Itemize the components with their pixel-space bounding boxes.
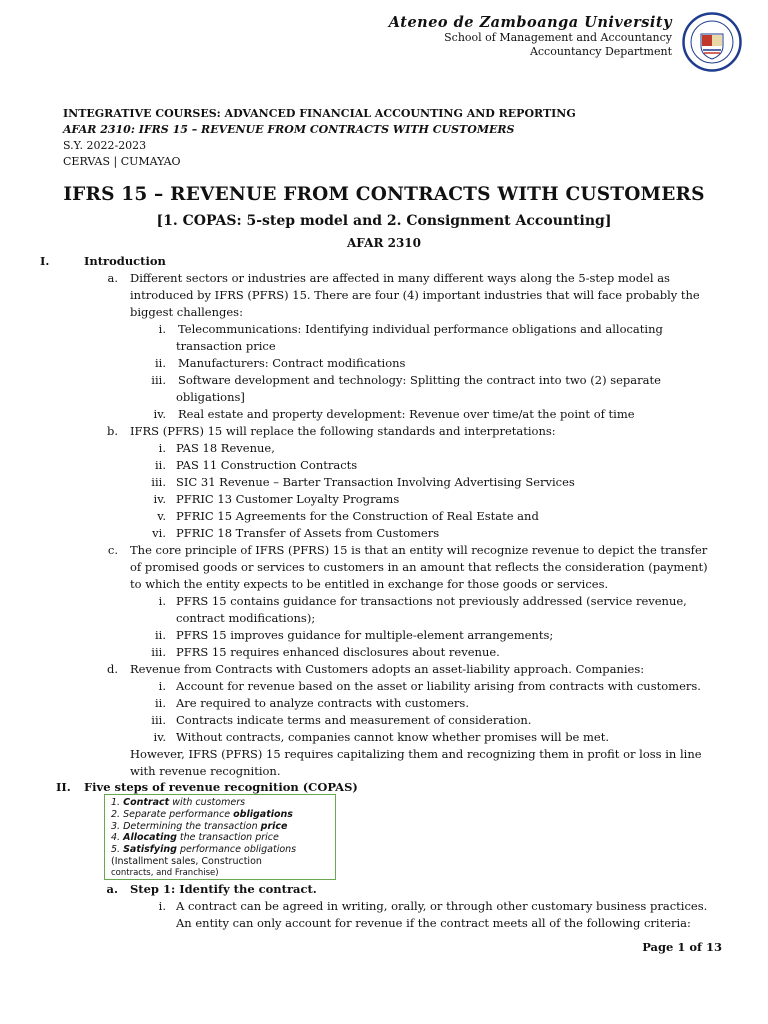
subitem-line: contract modifications); — [176, 611, 316, 625]
subitem-line: Real estate and property development: Revenue over time/at the point of time — [178, 407, 635, 421]
authors: CERVAS | CUMAYAO — [63, 155, 181, 168]
subitem-line: PFRS 15 requires enhanced disclosures about revenue. — [176, 645, 500, 659]
subitem-line: PAS 11 Construction Contracts — [176, 458, 358, 472]
subitem-marker: iv. — [153, 492, 166, 506]
department-name: Accountancy Department — [529, 45, 672, 58]
subitem-marker: iv. — [153, 730, 166, 744]
paragraph-line: introduced by IFRS (PFRS) 15. There are four (4) important industries that will face probably the — [130, 288, 700, 302]
copas-note: contracts, and Franchise) — [111, 867, 219, 878]
paragraph-line: of promised goods or services to customers in an amount that reflects the consideration (payment) — [130, 560, 708, 574]
subitem-marker: iv. — [153, 407, 166, 421]
section-number: II. — [56, 780, 71, 794]
school-year: S.Y. 2022-2023 — [63, 139, 147, 152]
subitem-line: Software development and technology: Splitting the contract into two (2) separate — [178, 373, 661, 387]
paragraph-line: Revenue from Contracts with Customers adopts an asset-liability approach. Companies: — [130, 662, 645, 676]
subitem-marker: v. — [157, 509, 166, 523]
document-title: IFRS 15 – REVENUE FROM CONTRACTS WITH CUSTOMERS — [63, 184, 705, 205]
paragraph-line: to which the entity expects to be entitled in exchange for those goods or services. — [130, 577, 609, 591]
copas-note: (Installment sales, Construction — [111, 855, 262, 867]
copas-step-4: 4. Allocating the transaction price — [111, 832, 279, 844]
subitem-line: Manufacturers: Contract modifications — [178, 356, 406, 370]
course-info — [63, 106, 576, 170]
copas-summary-box — [104, 794, 336, 880]
paragraph-line: IFRS (PFRS) 15 will replace the following standards and interpretations: — [130, 424, 556, 438]
page-number: Page 1 of 13 — [642, 940, 722, 954]
item-marker: c. — [107, 543, 118, 557]
subitem-line: PFRIC 18 Transfer of Assets from Customers — [176, 526, 440, 540]
paragraph-line: Different sectors or industries are affected in many different ways along the 5-step model as — [130, 271, 670, 285]
paragraph-line: with revenue recognition. — [130, 764, 281, 778]
subitem-marker: i. — [158, 679, 166, 693]
university-seal-icon — [682, 12, 742, 72]
item-marker: b. — [106, 424, 118, 438]
subitem-marker: iii. — [151, 713, 166, 727]
paragraph-line: biggest challenges: — [130, 305, 243, 319]
item-marker: a. — [107, 271, 118, 285]
subitem-line: obligations] — [176, 390, 245, 404]
subitem-line: PFRS 15 contains guidance for transactions not previously addressed (service revenue, — [176, 594, 687, 608]
subitem-line: Account for revenue based on the asset or liability arising from contracts with customers. — [176, 679, 701, 693]
item-marker: a. — [106, 882, 118, 896]
step-heading: Step 1: Identify the contract. — [130, 882, 317, 896]
copas-step-3: 3. Determining the transaction price — [111, 820, 288, 832]
subitem-line: Without contracts, companies cannot know whether promises will be met. — [176, 730, 610, 744]
subitem-marker: iii. — [151, 475, 166, 489]
school-name: School of Management and Accountancy — [444, 31, 672, 44]
subitem-marker: i. — [158, 594, 166, 608]
subitem-line: SIC 31 Revenue – Barter Transaction Involving Advertising Services — [176, 475, 575, 489]
copas-step-5: 5. Satisfying performance obligations — [111, 844, 297, 856]
subitem-marker: iii. — [151, 373, 166, 387]
copas-step-1: 1. Contract with customers — [111, 797, 246, 808]
subitem-line: Contracts indicate terms and measurement of consideration. — [176, 713, 532, 727]
subitem-marker: ii. — [154, 458, 166, 472]
paragraph-line: However, IFRS (PFRS) 15 requires capitalizing them and recognizing them in profit or loss in line — [130, 747, 702, 761]
subitem-line: PFRIC 15 Agreements for the Construction of Real Estate and — [176, 509, 539, 523]
subitem-line: A contract can be agreed in writing, orally, or through other customary business practices. — [176, 899, 708, 913]
subitem-marker: i. — [158, 899, 166, 913]
item-marker: d. — [106, 662, 118, 676]
subitem-line: PFRS 15 improves guidance for multiple-element arrangements; — [176, 628, 554, 642]
university-name: Ateneo de Zamboanga University — [388, 14, 672, 31]
subitem-marker: iii. — [151, 645, 166, 659]
subitem-marker: i. — [158, 441, 166, 455]
letterhead — [389, 14, 672, 59]
subitem-line: transaction price — [176, 339, 276, 353]
course-line-2: AFAR 2310: IFRS 15 – REVENUE FROM CONTRACTS WITH CUSTOMERS — [63, 123, 515, 136]
subitem-marker: ii. — [154, 696, 166, 710]
course-line-1: INTEGRATIVE COURSES: ADVANCED FINANCIAL ACCOUNTING AND REPORTING — [63, 107, 576, 120]
paragraph-line: The core principle of IFRS (PFRS) 15 is that an entity will recognize revenue to depict the transfer — [130, 543, 708, 557]
subitem-line: Telecommunications: Identifying individual performance obligations and allocating — [178, 322, 663, 336]
document-subtitle: [1. COPAS: 5-step model and 2. Consignment Accounting] — [156, 213, 612, 229]
subitem-marker: vi. — [152, 526, 166, 540]
subitem-marker: ii. — [154, 628, 166, 642]
subitem-line: PFRIC 13 Customer Loyalty Programs — [176, 492, 400, 506]
section-heading: Five steps of revenue recognition (COPAS) — [84, 780, 358, 794]
subitem-line: Are required to analyze contracts with customers. — [176, 696, 469, 710]
course-code: AFAR 2310 — [347, 236, 421, 250]
copas-step-2: 2. Separate performance obligations — [111, 808, 293, 820]
subitem-line: An entity can only account for revenue if the contract meets all of the following criteria: — [176, 916, 691, 930]
subitem-line: PAS 18 Revenue, — [176, 441, 275, 455]
subitem-marker: ii. — [154, 356, 166, 370]
subitem-marker: i. — [158, 322, 166, 336]
section-heading: Introduction — [84, 254, 166, 268]
section-number: I. — [40, 254, 50, 268]
